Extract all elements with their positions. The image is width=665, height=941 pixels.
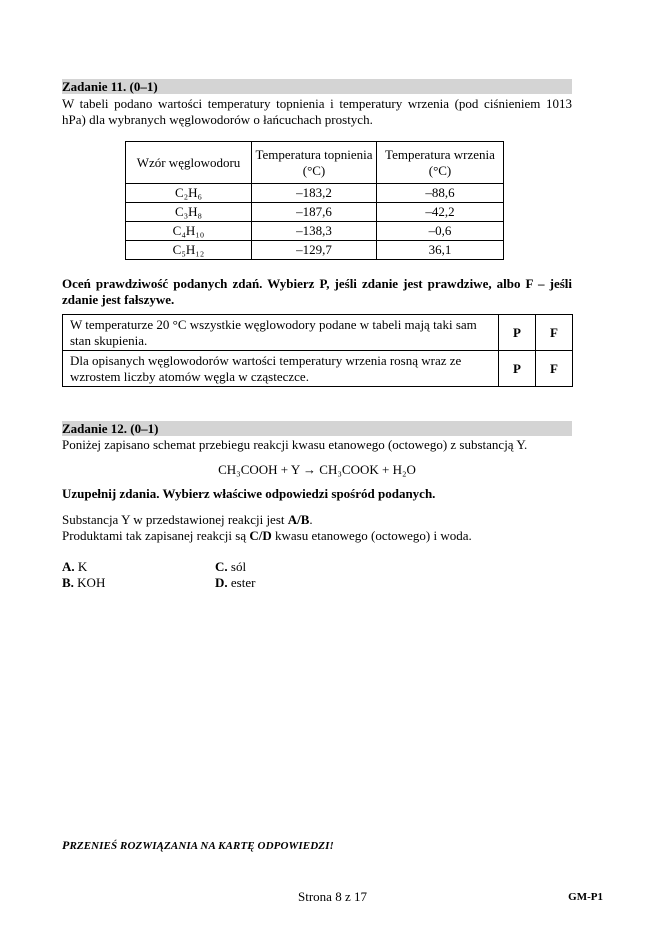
- statement-row: [63, 351, 573, 387]
- option-false[interactable]: [536, 351, 573, 387]
- note-initial: P: [62, 838, 70, 852]
- answer-option-d[interactable]: [215, 575, 255, 591]
- option-false[interactable]: [536, 315, 573, 351]
- task-11-intro: W tabeli podano wartości temperatury topnienia i temperatury wrzenia (pod ciśnieniem 1013 hPa) dla wybranych węglowodorów o łańcuchach prostych.: [62, 96, 572, 127]
- statement-text: Dla opisanych węglowodorów wartości temperatury wrzenia rosną wraz ze wzrostem liczby atomów węgla w cząsteczce.: [63, 351, 499, 387]
- melting-cell: –187,6: [252, 203, 377, 222]
- choice-c-d[interactable]: C/D: [249, 528, 272, 543]
- reaction-equation: CH₃COOH + Y → CH₃COOK + H₂O: [218, 462, 416, 477]
- choice-a-b[interactable]: A/B: [287, 512, 310, 527]
- sentence-2: [62, 528, 572, 544]
- note-text: RZENIEŚ ROZWIĄZANIA NA KARTĘ ODPOWIEDZI!: [69, 840, 334, 852]
- task-11-instruction: Oceń prawdziwość podanych zdań. Wybierz P, jeśli zdanie jest prawdziwe, albo F – jeśli zdanie jest fałszywe.: [62, 276, 572, 307]
- formula-cell: C₃H₈: [126, 203, 252, 222]
- table-row: [126, 184, 504, 203]
- sentence-1-text: Substancja Y w przedstawionej reakcji jest: [62, 512, 288, 527]
- table-header-row: [126, 142, 504, 184]
- answer-letter: B.: [62, 575, 74, 590]
- formula-cell: C₄H₁₀: [126, 222, 252, 241]
- column-header-boiling: Temperatura wrzenia (°C): [377, 142, 504, 184]
- answer-letter: C.: [215, 559, 228, 574]
- answer-text: ester: [230, 575, 256, 590]
- table-row: [126, 203, 504, 222]
- sentence-2-end: kwasu etanowego (octowego) i woda.: [271, 528, 472, 543]
- boiling-cell: –42,2: [377, 203, 504, 222]
- column-header-formula: Wzór węglowodoru: [126, 142, 252, 184]
- boiling-cell: –88,6: [377, 184, 504, 203]
- transfer-answers-note: [62, 838, 334, 853]
- option-true-label[interactable]: P: [513, 324, 521, 340]
- exam-code: GM-P1: [568, 891, 603, 903]
- task-11-header: Zadanie 11. (0–1): [62, 79, 572, 94]
- answer-text: K: [77, 559, 88, 574]
- sentence-2-text: Produktami tak zapisanej reakcji są: [62, 528, 250, 543]
- statement-row: [63, 315, 573, 351]
- option-false-label[interactable]: F: [550, 360, 558, 376]
- page-number: Strona 8 z 17: [298, 889, 367, 904]
- boiling-cell: 36,1: [377, 241, 504, 260]
- answer-option-c[interactable]: [215, 559, 246, 575]
- boiling-cell: –0,6: [377, 222, 504, 241]
- melting-cell: –183,2: [252, 184, 377, 203]
- melting-cell: –129,7: [252, 241, 377, 260]
- answer-text: sól: [230, 559, 247, 574]
- task-12-header: Zadanie 12. (0–1): [62, 421, 572, 436]
- sentence-1-end: .: [309, 512, 313, 527]
- option-true-label[interactable]: P: [513, 360, 521, 376]
- column-header-melting: Temperatura topnienia (°C): [252, 142, 377, 184]
- answer-text: KOH: [77, 575, 106, 590]
- task-12-intro: Poniżej zapisano schemat przebiegu reakcji kwasu etanowego (octowego) z substancją Y.: [62, 437, 528, 452]
- task-12-instruction: Uzupełnij zdania. Wybierz właściwe odpowiedzi spośród podanych.: [62, 486, 436, 501]
- true-false-table: [62, 314, 573, 387]
- option-false-label[interactable]: F: [550, 324, 558, 340]
- table-row: [126, 222, 504, 241]
- formula-cell: C₅H₁₂: [126, 241, 252, 260]
- answer-option-b[interactable]: [62, 575, 105, 591]
- option-true[interactable]: [499, 351, 536, 387]
- sentence-1: [62, 512, 572, 528]
- answer-letter: A.: [62, 559, 75, 574]
- option-true[interactable]: [499, 315, 536, 351]
- table-row: [126, 241, 504, 260]
- answer-letter: D.: [215, 575, 228, 590]
- hydrocarbon-table: [125, 141, 504, 260]
- answer-option-a[interactable]: [62, 559, 87, 575]
- statement-text: W temperaturze 20 °C wszystkie węglowodory podane w tabeli mają taki sam stan skupienia.: [63, 315, 499, 351]
- formula-cell: C₂H₆: [126, 184, 252, 203]
- melting-cell: –138,3: [252, 222, 377, 241]
